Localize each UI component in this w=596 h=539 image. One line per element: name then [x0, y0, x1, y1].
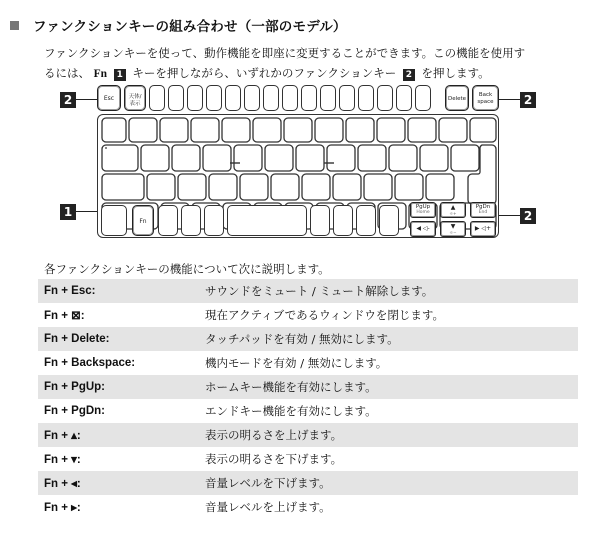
- brightness-up-icon: ☼+: [449, 211, 457, 216]
- table-row: [38, 447, 578, 471]
- pgdn-key-label: PgDn: [475, 204, 491, 210]
- down-arrow-icon: ▼: [450, 223, 456, 230]
- ctrl-right-key: [379, 205, 399, 236]
- left-arrow-key: [410, 221, 436, 237]
- table-key: Fn + ◂:: [44, 478, 81, 490]
- badge-1: 1: [114, 69, 126, 81]
- close-key-label-2: 表示: [129, 101, 141, 107]
- muhenkan-key: [204, 205, 224, 236]
- alt-right-key: [356, 205, 376, 236]
- fn-key: [132, 205, 154, 236]
- close-key-label-1: 天体/: [128, 94, 142, 100]
- windows-key: [158, 205, 178, 236]
- up-arrow-icon: ▲: [450, 204, 456, 211]
- table-row: [38, 495, 578, 519]
- table-key: Fn + PgDn:: [44, 405, 106, 417]
- end-key-label: End: [478, 210, 488, 215]
- table-key: Fn + ⊠:: [44, 310, 85, 322]
- table-row: [38, 303, 578, 327]
- table-key: Fn + Esc:: [44, 285, 96, 297]
- f-key: [301, 85, 317, 111]
- callout-line-right-bottom: [499, 215, 520, 216]
- ctrl-key: [101, 205, 127, 236]
- f-key: [396, 85, 412, 111]
- intro-paragraph: [44, 43, 584, 84]
- table-value: 表示の明るさを上げます。: [205, 428, 343, 442]
- table-row: [38, 279, 578, 303]
- down-arrow-key: [440, 221, 466, 237]
- henkan-key: [310, 205, 330, 236]
- table-value: サウンドをミュート / ミュート解除します。: [205, 284, 434, 298]
- left-arrow-icon: ◀ ◁-: [416, 225, 430, 232]
- intro-line-1: ファンクションキーを使って、動作機能を即座に変更することができます。この機能を使用す: [44, 46, 526, 60]
- backspace-key-label-1: Back: [478, 92, 493, 98]
- f-key: [358, 85, 374, 111]
- table-value: エンドキー機能を有効にします。: [205, 404, 377, 418]
- space-key: [227, 205, 307, 236]
- intro-text-c: を押します。: [421, 66, 490, 80]
- table-key: Fn + ▸:: [44, 502, 81, 514]
- pgup-key: [410, 202, 436, 218]
- intro-text-a: るには、: [44, 66, 90, 80]
- table-key: Fn + Backspace:: [44, 357, 136, 369]
- right-arrow-icon: ▶ ◁+: [474, 225, 492, 232]
- kana-key: [333, 205, 353, 236]
- f-key: [415, 85, 431, 111]
- f-key: [168, 85, 184, 111]
- f-key: [149, 85, 165, 111]
- table-value: 音量レベルを下げます。: [205, 476, 331, 490]
- right-arrow-key: [470, 221, 496, 237]
- intro-line-2: [44, 63, 584, 84]
- delete-key-label: Delete: [447, 96, 467, 102]
- f-key: [377, 85, 393, 111]
- callout-2-left: 2: [60, 92, 76, 108]
- table-value: 現在アクティブであるウィンドウを閉じます。: [205, 308, 444, 322]
- intro-text-b: キーを押しながら、いずれかのファンクションキー: [132, 66, 397, 80]
- f-key: [187, 85, 203, 111]
- section-header: [10, 15, 347, 35]
- table-row: [38, 423, 578, 447]
- pgdn-key: [470, 202, 496, 218]
- pgup-key-label: PgUp: [415, 204, 431, 210]
- f-key: [320, 85, 336, 111]
- alt-key: [181, 205, 201, 236]
- f-key: [225, 85, 241, 111]
- bullet-square-icon: [10, 21, 19, 30]
- table-key: Fn + PgUp:: [44, 381, 106, 393]
- backspace-key-label-2: space: [477, 99, 494, 105]
- table-value: ホームキー機能を有効にします。: [205, 380, 377, 394]
- fn-key-label: Fn: [139, 218, 147, 225]
- f-key: [206, 85, 222, 111]
- table-value: タッチパッドを有効 / 無効にします。: [205, 332, 399, 346]
- description-text: 各ファンクションキーの機能について次に説明します。: [44, 262, 330, 276]
- close-window-key: [124, 85, 146, 111]
- callout-2-right-bottom: 2: [520, 208, 536, 224]
- home-key-label: Home: [416, 210, 430, 215]
- keyboard-illustration: [97, 85, 499, 238]
- fn-label: Fn: [93, 68, 108, 80]
- up-arrow-key: [440, 202, 466, 218]
- function-key-table: [38, 279, 578, 519]
- f-key: [244, 85, 260, 111]
- table-row: [38, 471, 578, 495]
- badge-2: 2: [403, 69, 415, 81]
- table-row: [38, 375, 578, 399]
- table-value: 表示の明るさを下げます。: [205, 452, 343, 466]
- table-row: [38, 399, 578, 423]
- table-row: [38, 351, 578, 375]
- table-value: 音量レベルを上げます。: [205, 500, 331, 514]
- callout-1: 1: [60, 204, 76, 220]
- brightness-down-icon: ☼−: [449, 230, 457, 235]
- table-key: Fn + Delete:: [44, 333, 110, 345]
- f-key: [263, 85, 279, 111]
- table-key: Fn + ▴:: [44, 430, 81, 442]
- f-key: [282, 85, 298, 111]
- callout-2-right-top: 2: [520, 92, 536, 108]
- table-key: Fn + ▾:: [44, 454, 81, 466]
- delete-key: [445, 85, 469, 111]
- table-value: 機内モードを有効 / 無効にします。: [205, 356, 388, 370]
- esc-key: [97, 85, 121, 111]
- table-row: [38, 327, 578, 351]
- esc-key-label: Esc: [103, 95, 115, 102]
- section-title: ファンクションキーの組み合わせ（一部のモデル）: [33, 19, 347, 35]
- backspace-key: [472, 85, 499, 111]
- f-key: [339, 85, 355, 111]
- callout-line-right-top: [499, 99, 520, 100]
- callout-line-left: [76, 99, 97, 100]
